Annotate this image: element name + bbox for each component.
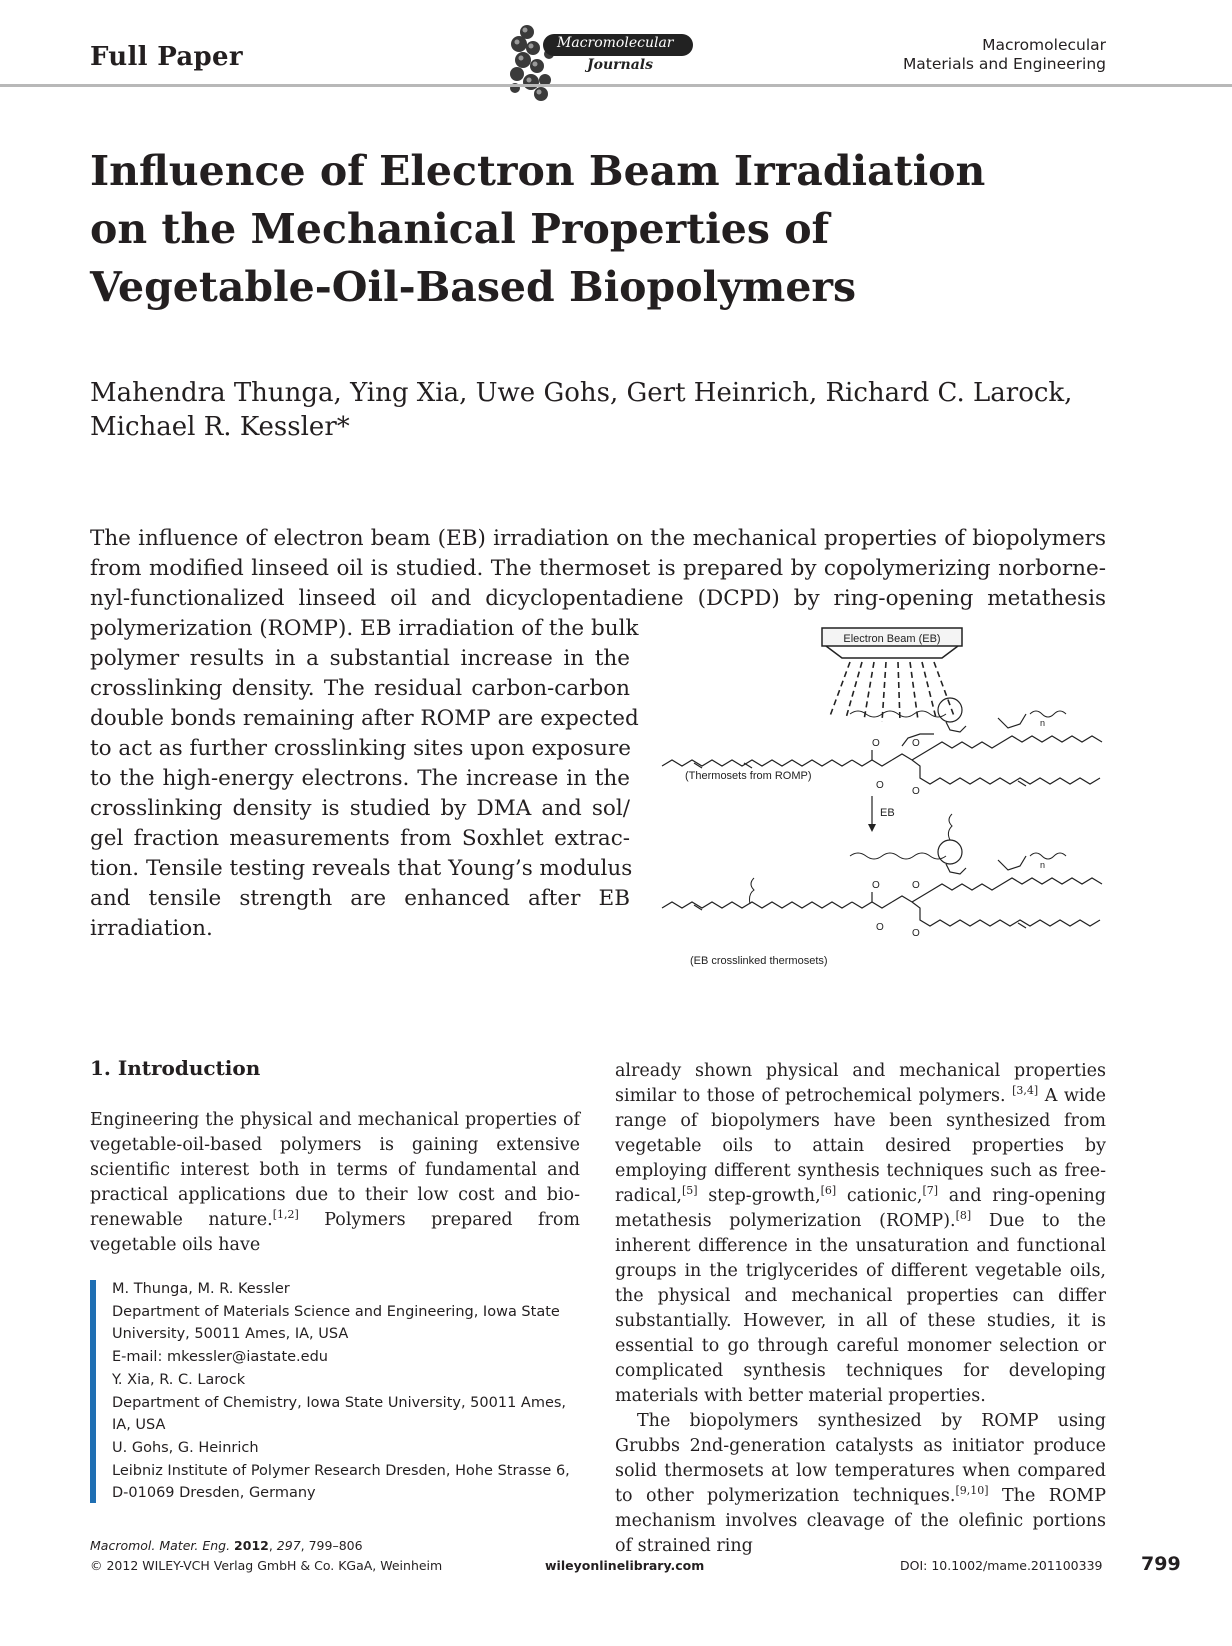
email-link[interactable]: E-mail: mkessler@iastate.edu (112, 1349, 328, 1366)
abstract-line: to the high-energy electrons. The increase in the (90, 766, 630, 791)
abstract-line: irradiation. (90, 916, 213, 941)
body-text: cationic, (836, 1186, 923, 1206)
journal-name: Macromolecular Materials and Engineering (902, 36, 1106, 73)
abstract-line: polymerization (ROMP). EB irradiation of the bulk (90, 616, 639, 641)
abstract-line: gel fraction measurements from Soxhlet extrac- (90, 826, 630, 851)
body-text: already shown physical and mechanical properties similar to those of petrochemical polymers. (615, 1061, 1106, 1106)
section-heading: 1. Introduction (90, 1056, 261, 1080)
paper-title: Influence of Electron Beam Irradiation on the Mechanical Properties of Vegetable-Oil-Based Biopolymers (90, 147, 986, 311)
crosslinked-label: (EB crosslinked thermosets) (690, 955, 828, 967)
footer-doi[interactable]: DOI: 10.1002/mame.201100339 (900, 1558, 1103, 1573)
beam-rays (830, 662, 954, 722)
abstract-line: polymer results in a substantial increase in the (90, 646, 630, 671)
body-text: and ring-opening metathesis polymerization (ROMP). (615, 1186, 1106, 1231)
citation-ref[interactable]: [8] (955, 1209, 972, 1223)
citation-ref[interactable]: [7] (922, 1184, 939, 1198)
repeat-unit-label: n (1040, 860, 1046, 870)
page-number: 799 (1141, 1553, 1181, 1575)
abstract-line: nyl-functionalized linseed oil and dicyclopentadiene (DCPD) by ring-opening metathesis (90, 586, 1106, 611)
crosslinked-structure (662, 814, 1102, 939)
oxygen-label: O (912, 738, 920, 749)
footer-copyright: © 2012 WILEY-VCH Verlag GmbH & Co. KGaA, Weinheim (90, 1558, 443, 1573)
abstract-line: The influence of electron beam (EB) irradiation on the mechanical properties of biopolymers (90, 526, 1106, 551)
electron-beam-source (822, 628, 962, 658)
author-list: Mahendra Thunga, Ying Xia, Uwe Gohs, Gert Heinrich, Richard C. Larock, Michael R. Kessler* (90, 378, 1073, 442)
affiliation-names: Y. Xia, R. C. Larock (112, 1371, 246, 1388)
oxygen-label: O (876, 780, 884, 791)
molecule-icon (505, 18, 565, 104)
affiliation-line: University, 50011 Ames, IA, USA (112, 1326, 349, 1343)
affiliation-bar (90, 1280, 96, 1503)
citation-ref[interactable]: [1,2] (272, 1208, 299, 1222)
abstract-line: double bonds remaining after ROMP are expected (90, 706, 639, 731)
affiliation-line: Department of Materials Science and Engineering, Iowa State (112, 1303, 560, 1320)
citation-volume: 297 (276, 1538, 301, 1553)
footer-url-link[interactable]: wileyonlinelibrary.com (545, 1558, 705, 1573)
citation-pages: 799–806 (308, 1538, 363, 1553)
citation-ref[interactable]: [9,10] (955, 1484, 989, 1498)
citation-ref[interactable]: [5] (682, 1184, 698, 1198)
footer-citation: Macromol. Mater. Eng. 2012, 297, 799–806 (90, 1538, 363, 1553)
abstract-narrow (90, 614, 639, 944)
oxygen-label: O (876, 922, 884, 933)
thermoset-label: (Thermosets from ROMP) (685, 770, 812, 782)
citation-ref[interactable]: [6] (820, 1184, 837, 1198)
oxygen-label: O (912, 786, 920, 797)
abstract-line: crosslinking density. The residual carbon-carbon (90, 676, 630, 701)
intro-right-column (615, 1059, 1106, 1559)
journal-logo (505, 18, 695, 104)
abstract-wide (90, 524, 1106, 614)
abstract-line: from modified linseed oil is studied. The thermoset is prepared by copolymerizing norborne- (90, 556, 1106, 581)
oxygen-label: O (912, 880, 920, 891)
intro-left-column (90, 1108, 580, 1258)
oxygen-label: O (912, 928, 920, 939)
affiliation-line: Department of Chemistry, Iowa State University, 50011 Ames, (112, 1394, 567, 1411)
abstract-line: to act as further crosslinking sites upon exposure (90, 736, 631, 761)
body-text: Polymers prepared from vegetable oils have (90, 1210, 580, 1255)
affiliation-line: Leibniz Institute of Polymer Research Dresden, Hohe Strasse 6, (112, 1462, 570, 1479)
oxygen-label: O (872, 738, 880, 749)
arrow-label: EB (880, 807, 895, 819)
body-text: The biopolymers synthesized by ROMP using Grubbs 2nd-generation catalysts as initiator produce solid thermosets at low temperatures when compared to other polymerization techniques. (615, 1411, 1106, 1506)
affiliation-names: U. Gohs, G. Heinrich (112, 1439, 259, 1456)
beam-source-label: Electron Beam (EB) (843, 633, 941, 645)
abstract-line: crosslinking density is studied by DMA and sol/ (90, 796, 630, 821)
section-label: Full Paper (90, 42, 243, 72)
header-rule (0, 84, 1232, 87)
affiliation-names: M. Thunga, M. R. Kessler (112, 1281, 290, 1297)
body-text: A wide range of biopolymers have been synthesized from vegetable oils to attain desired properties by employing different synthesis techniques such as free-radical, (615, 1086, 1106, 1206)
logo-text-top: Macromolecular (557, 35, 674, 51)
paragraph (615, 1409, 1106, 1559)
citation-journal: Macromol. Mater. Eng. (90, 1538, 231, 1553)
affiliation-line: IA, USA (112, 1417, 166, 1434)
reaction-arrow (868, 796, 895, 832)
abstract-line: and tensile strength are enhanced after EB (90, 886, 630, 911)
body-text: The ROMP mechanism involves cleavage of the olefinic portions of strained ring (615, 1486, 1106, 1556)
abstract-line: tion. Tensile testing reveals that Young’s modulus (90, 856, 633, 881)
repeat-unit-label: n (1040, 718, 1046, 728)
body-text: Engineering the physical and mechanical properties of vegetable-oil-based polymers is gaining extensive scientific interest both in terms of fundamental and practical applications due to their low cost and bio-renewable nature. (90, 1110, 580, 1230)
logo-text-bottom: Journals (587, 57, 653, 73)
graphical-abstract (650, 618, 1110, 978)
oxygen-label: O (872, 880, 880, 891)
affiliation-block (112, 1278, 582, 1505)
paragraph (615, 1059, 1106, 1409)
citation-ref[interactable]: [3,4] (1012, 1084, 1039, 1098)
body-text: step-growth, (697, 1186, 821, 1206)
affiliation-line: D-01069 Dresden, Germany (112, 1485, 316, 1502)
citation-year: 2012 (234, 1538, 269, 1553)
body-text: Due to the inherent difference in the unsaturation and functional groups in the triglycerides of different vegetable oils, the physical and mechanical properties can differ substantially. However, in all of these studies, it is essential to go through careful monomer selection or complicated synthesis techniques for developing materials with better material properties. (615, 1211, 1107, 1406)
